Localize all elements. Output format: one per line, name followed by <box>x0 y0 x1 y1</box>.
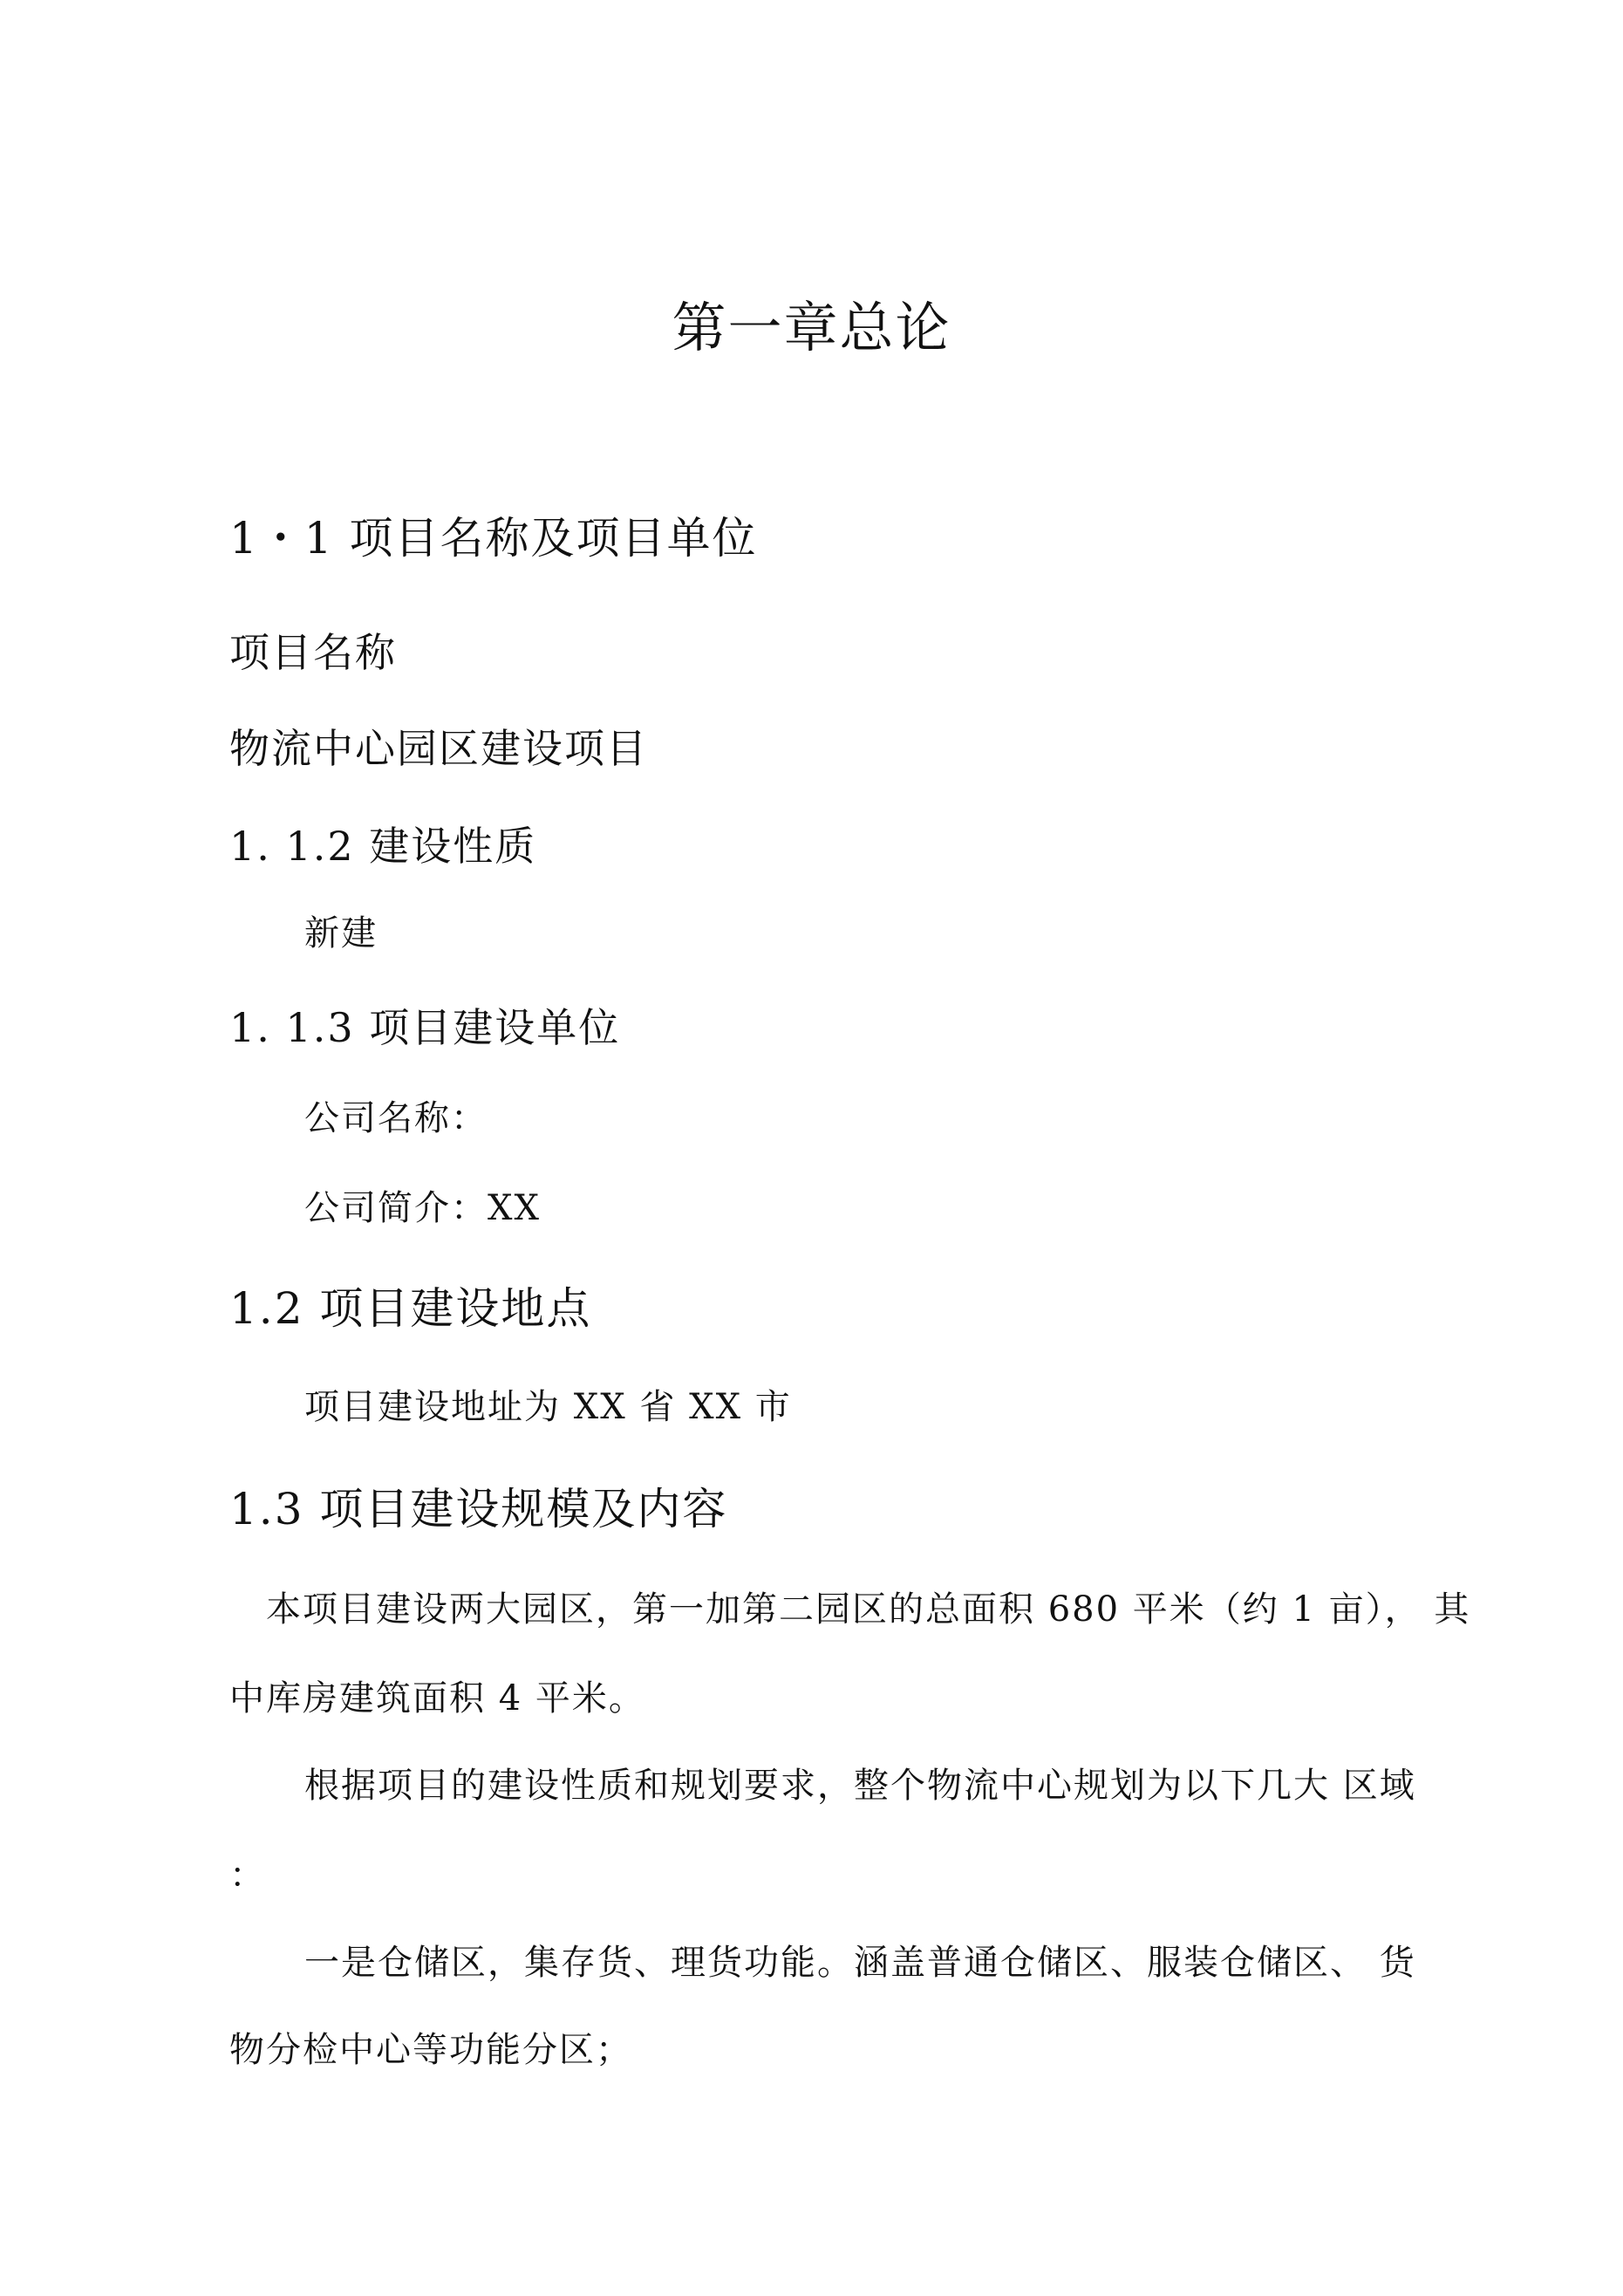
section-heading-1-3: 1.3 项目建设规模及内容 <box>229 1484 728 1534</box>
plan-paragraph-line-2: ： <box>229 1855 266 1896</box>
project-name-value: 物流中心园区建设项目 <box>229 725 648 772</box>
plan-paragraph-line-1: 根据项目的建设性质和规划要求，整个物流中心规划为以下几大 区域 <box>304 1766 1416 1806</box>
section-heading-1-2: 1.2 项目建设地点 <box>229 1283 592 1334</box>
location-line: 项目建设地址为 XX 省 XX 市 <box>304 1387 792 1427</box>
section-heading-1-1: 1・1 项目名称及项目单位 <box>229 513 758 564</box>
scale-paragraph-line-2: 中库房建筑面积 4 平米。 <box>229 1678 645 1719</box>
section-heading-1-1-2: 1. 1.2 建设性质 <box>229 823 537 870</box>
project-name-label: 项目名称 <box>229 629 397 676</box>
scale-paragraph-line-1: 本项目建设两大园区，第一加第二园区的总面积 680 平米（约 1 亩）， 其 <box>266 1589 1471 1630</box>
nature-value: 新建 <box>304 913 378 953</box>
chapter-title: 第一章总论 <box>672 296 951 359</box>
zone1-paragraph-line-2: 物分检中心等功能分区； <box>229 2030 632 2070</box>
company-name-line: 公司名称： <box>304 1098 488 1138</box>
zone1-paragraph-line-1: 一是仓储区，集存货、理货功能。涵盖普通仓储区、服装仓储区、 货 <box>304 1943 1416 1983</box>
company-intro-line: 公司简介：XX <box>304 1188 541 1228</box>
section-heading-1-1-3: 1. 1.3 项目建设单位 <box>229 1004 621 1051</box>
